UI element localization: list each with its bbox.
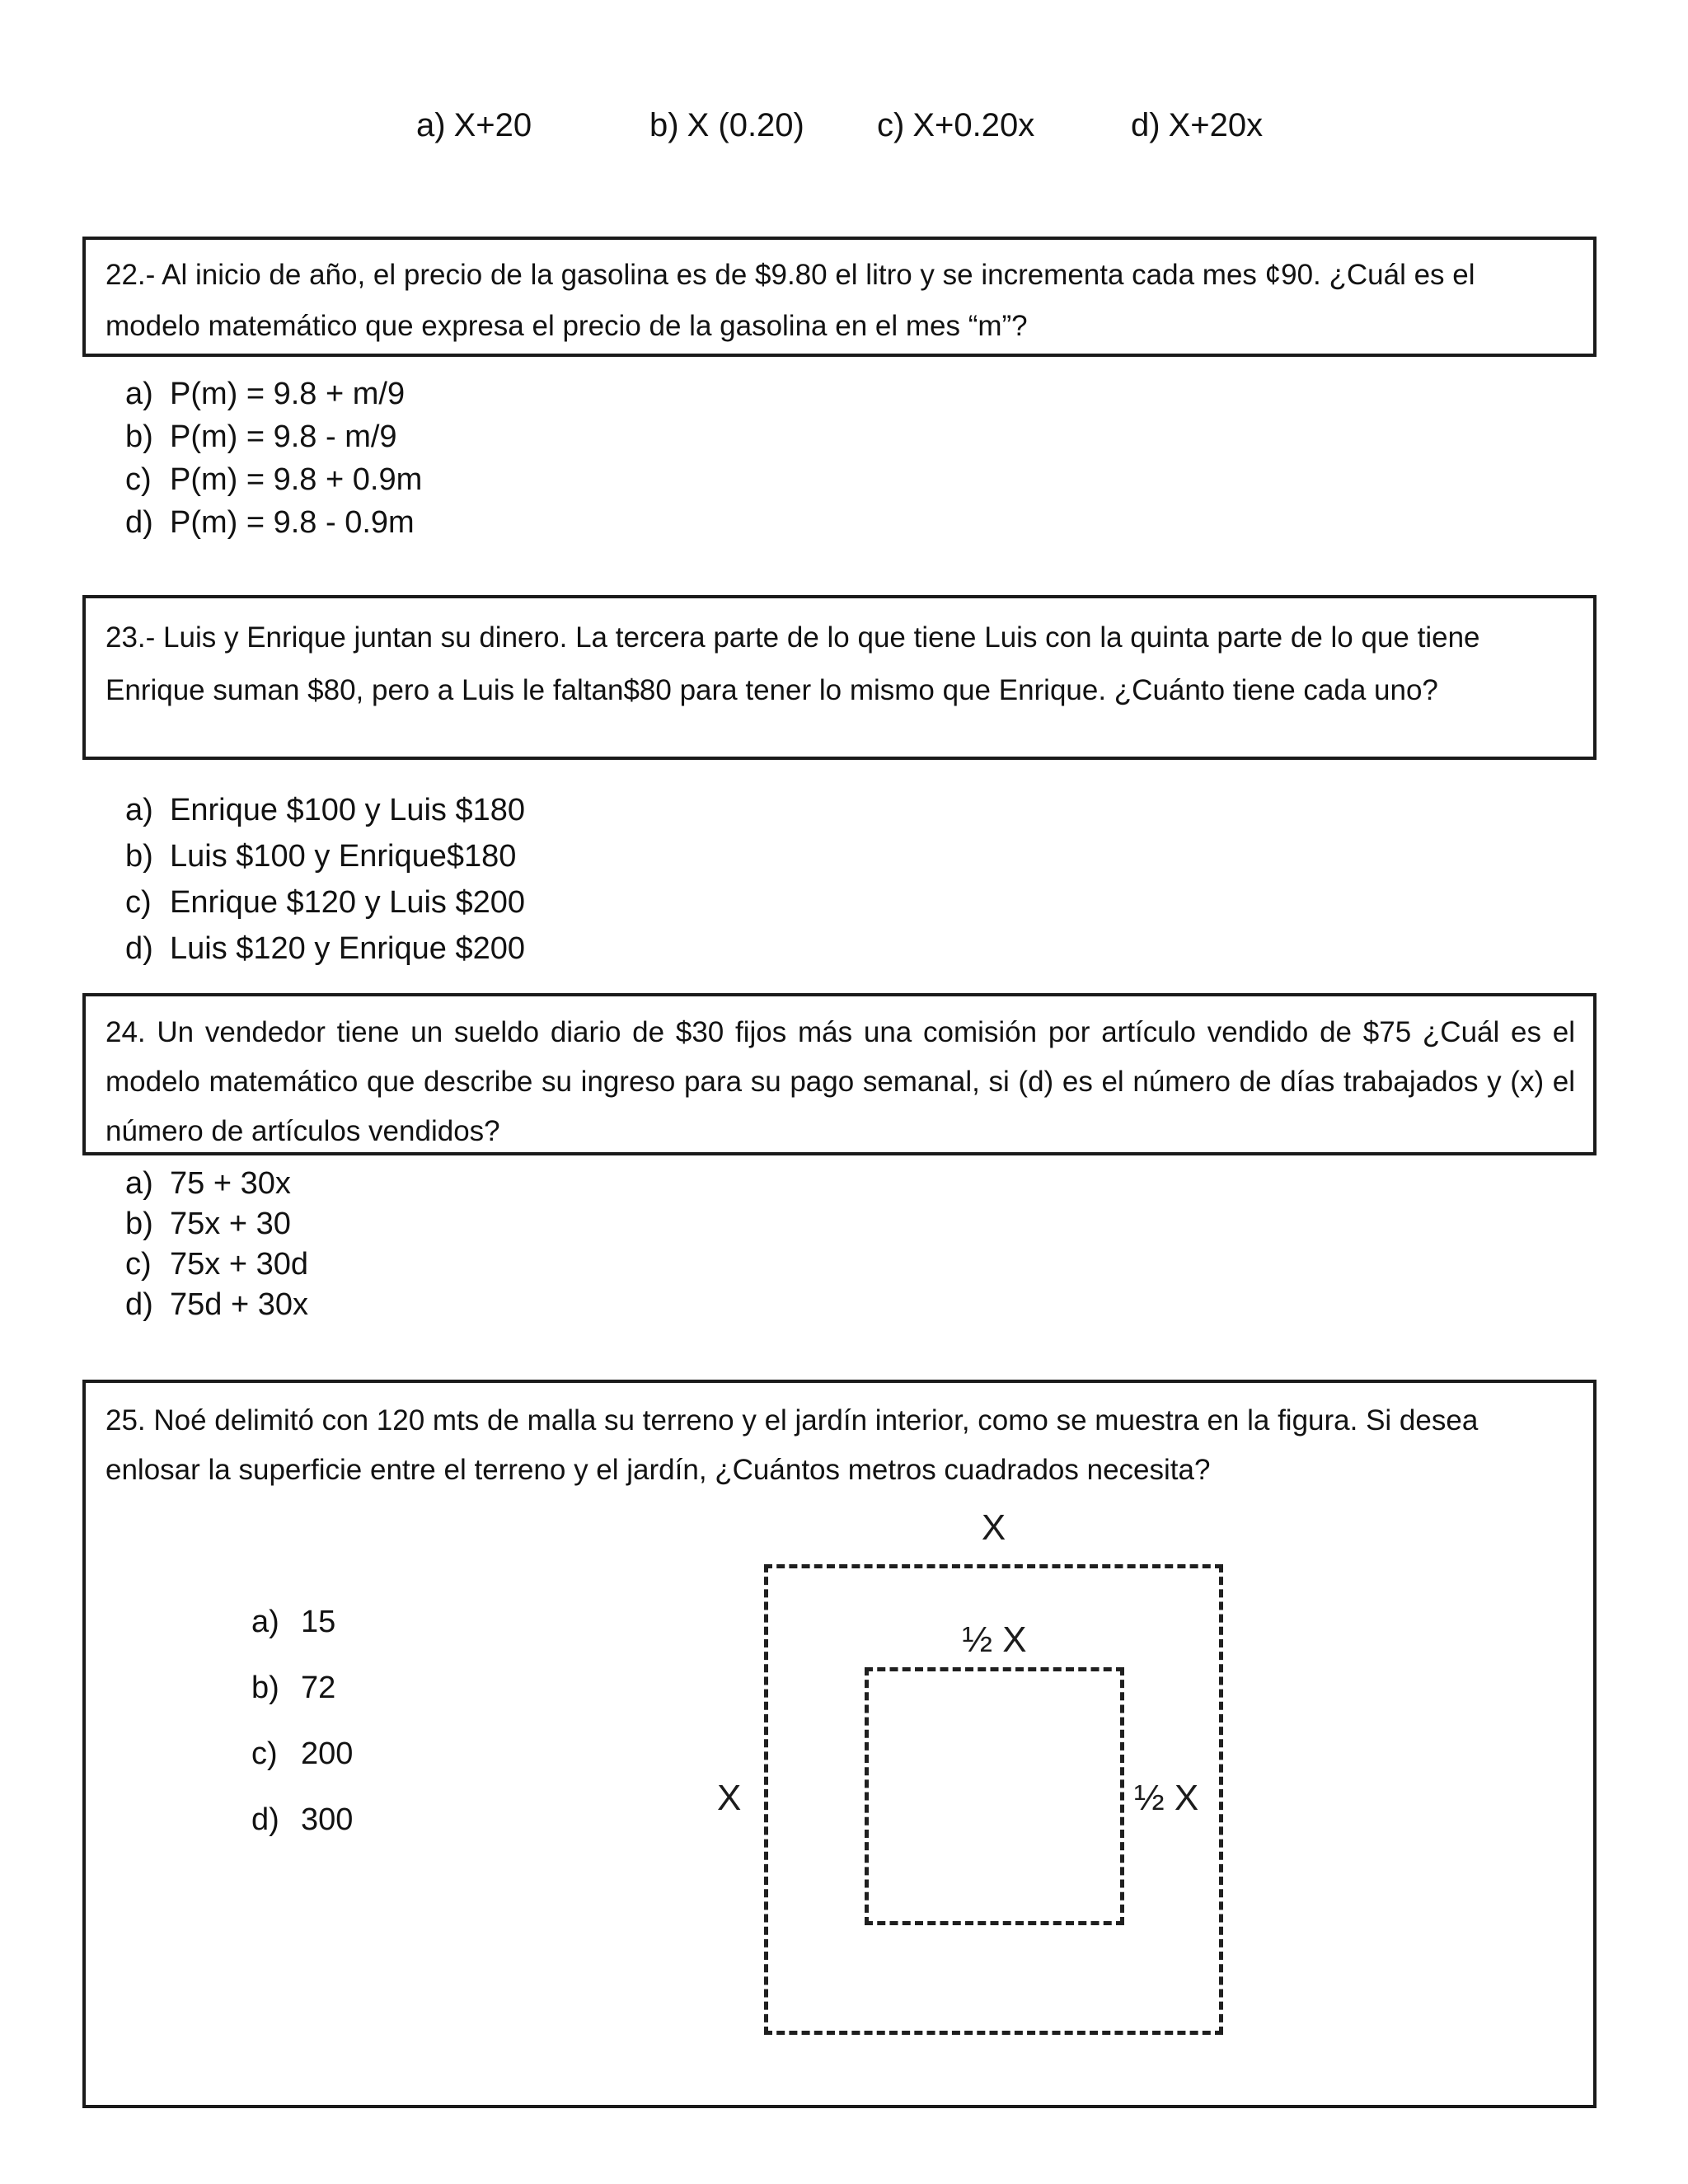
option-text: 75x + 30d bbox=[170, 1247, 308, 1282]
option-label: c) bbox=[125, 1247, 152, 1282]
question-22-options bbox=[125, 373, 422, 544]
option-label: a) bbox=[416, 107, 446, 143]
option-row bbox=[125, 458, 422, 501]
question-23-text: 23.- Luis y Enrique juntan su dinero. La tercera parte de lo que tiene Luis con la quinta parte de lo que tiene Enrique suman $80, pero a Luis le faltan$80 para tener lo mismo que Enrique. ¿Cuánto tiene cada uno? bbox=[106, 621, 1480, 706]
question-22-text: 22.- Al inicio de año, el precio de la gasolina es de $9.80 el litro y se incrementa cada mes ¢90. ¿Cuál es el modelo matemático que expresa el precio de la gasolina en el mes “m”? bbox=[106, 259, 1475, 342]
figure-label-inner-right: ½ X bbox=[1134, 1778, 1199, 1818]
option-row bbox=[125, 833, 525, 879]
option-row bbox=[125, 1204, 308, 1244]
prev-option-d bbox=[1131, 107, 1263, 144]
option-row bbox=[125, 879, 525, 926]
prev-option-b bbox=[649, 107, 804, 144]
option-label: a) bbox=[251, 1605, 279, 1639]
option-label: d) bbox=[125, 1287, 153, 1322]
figure-label-inner-top: ½ X bbox=[962, 1619, 1027, 1660]
prev-option-a bbox=[416, 107, 532, 144]
option-label: d) bbox=[125, 931, 153, 966]
option-label: b) bbox=[125, 1207, 153, 1241]
option-row bbox=[125, 415, 422, 458]
option-text: 200 bbox=[301, 1736, 354, 1771]
option-text: X+0.20x bbox=[912, 107, 1035, 143]
option-text: 72 bbox=[301, 1671, 336, 1705]
question-24-box bbox=[82, 993, 1597, 1155]
option-text: X+20 bbox=[453, 107, 532, 143]
figure-label-outer-left: X bbox=[717, 1778, 742, 1818]
option-row bbox=[251, 1589, 353, 1655]
option-label: a) bbox=[125, 377, 153, 411]
question-25-text: 25. Noé delimitó con 120 mts de malla su terreno y el jardín interior, como se muestra en la figura. Si desea enlosar la superficie entre el terreno y el jardín, ¿Cuántos metros cuadrados necesita? bbox=[106, 1404, 1479, 1486]
question-23-options bbox=[125, 787, 525, 972]
option-row bbox=[125, 926, 525, 972]
inner-garden-square bbox=[865, 1667, 1124, 1925]
option-row bbox=[125, 1244, 308, 1285]
option-text: 15 bbox=[301, 1605, 336, 1639]
question-24-options bbox=[125, 1164, 308, 1325]
question-24-text: 24. Un vendedor tiene un sueldo diario de $30 fijos más una comisión por artículo vendido de $75 ¿Cuál es el modelo matemático que describe su ingreso para su pago semanal, si (d) es el número de días trabajados y (x) el número de artículos vendidos? bbox=[106, 1016, 1575, 1147]
option-text: Luis $120 y Enrique $200 bbox=[170, 931, 525, 966]
option-label: d) bbox=[125, 505, 153, 540]
option-label: b) bbox=[125, 839, 153, 874]
option-text: 300 bbox=[301, 1802, 354, 1837]
option-row bbox=[251, 1655, 353, 1721]
question-23-box bbox=[82, 595, 1597, 760]
option-label: a) bbox=[125, 793, 153, 827]
option-text: 75x + 30 bbox=[170, 1207, 291, 1241]
option-text: 75d + 30x bbox=[170, 1287, 308, 1322]
option-label: c) bbox=[877, 107, 905, 143]
option-row bbox=[251, 1721, 353, 1787]
option-label: d) bbox=[1131, 107, 1160, 143]
option-text: X (0.20) bbox=[687, 107, 804, 143]
option-label: b) bbox=[125, 419, 153, 454]
option-label: c) bbox=[125, 885, 152, 920]
option-text: P(m) = 9.8 + 0.9m bbox=[170, 462, 423, 497]
option-text: P(m) = 9.8 - m/9 bbox=[170, 419, 397, 454]
option-row bbox=[125, 373, 422, 415]
option-text: P(m) = 9.8 - 0.9m bbox=[170, 505, 415, 540]
question-22-box bbox=[82, 237, 1597, 357]
option-row bbox=[125, 787, 525, 833]
option-label: c) bbox=[251, 1736, 278, 1771]
option-text: Enrique $100 y Luis $180 bbox=[170, 793, 525, 827]
question-25-options bbox=[251, 1589, 353, 1853]
option-row bbox=[125, 501, 422, 544]
option-label: a) bbox=[125, 1166, 153, 1201]
prev-option-c bbox=[877, 107, 1034, 144]
figure-label-outer-top: X bbox=[981, 1507, 1006, 1548]
option-text: P(m) = 9.8 + m/9 bbox=[170, 377, 406, 411]
option-label: b) bbox=[251, 1671, 279, 1705]
option-label: d) bbox=[251, 1802, 279, 1837]
option-row bbox=[125, 1164, 308, 1204]
option-text: Enrique $120 y Luis $200 bbox=[170, 885, 525, 920]
option-row bbox=[251, 1787, 353, 1853]
option-text: Luis $100 y Enrique$180 bbox=[170, 839, 517, 874]
option-row bbox=[125, 1285, 308, 1325]
option-label: b) bbox=[649, 107, 679, 143]
option-text: 75 + 30x bbox=[170, 1166, 291, 1201]
option-label: c) bbox=[125, 462, 152, 497]
option-text: X+20x bbox=[1168, 107, 1264, 143]
